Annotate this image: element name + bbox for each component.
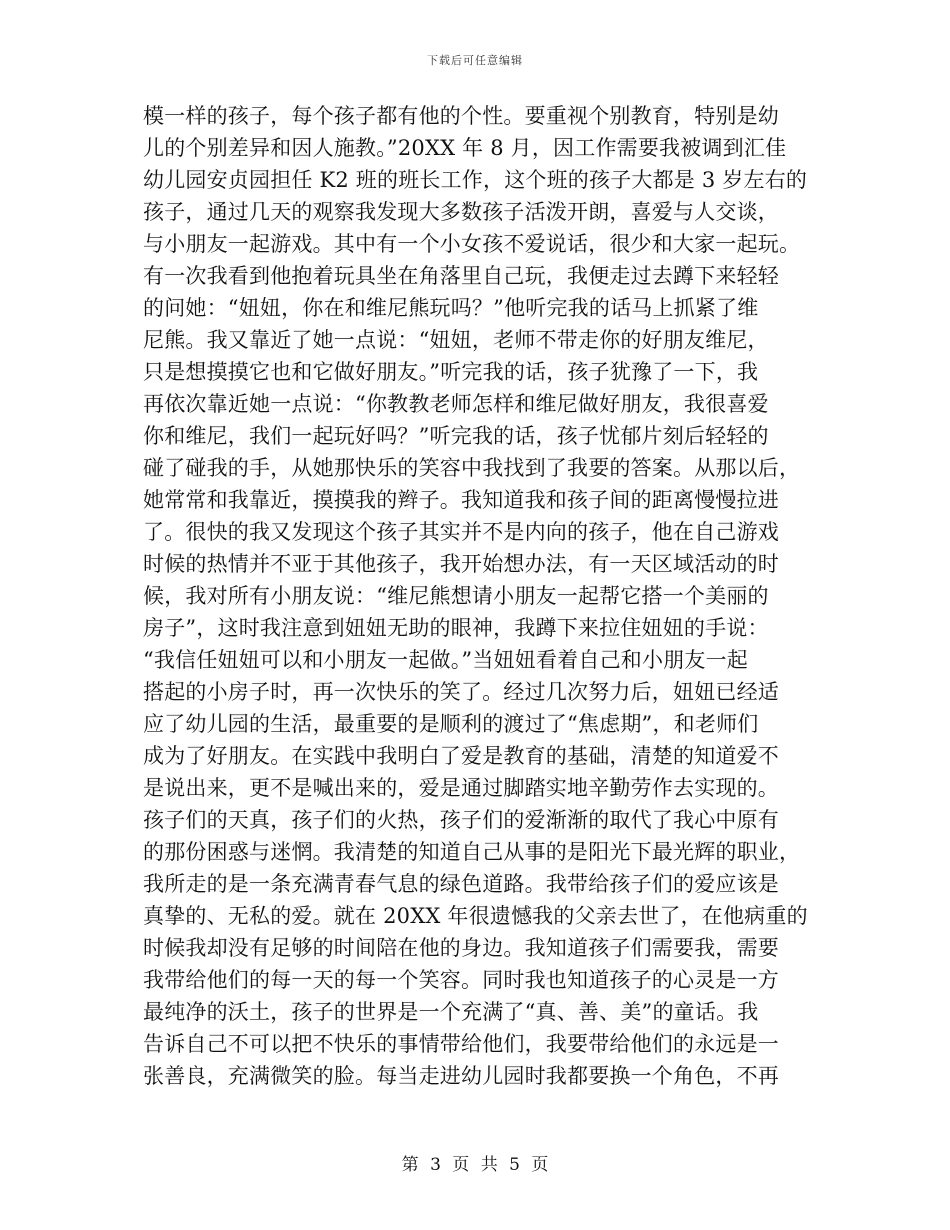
body-text-line: 了。很快的我又发现这个孩子其实并不是内向的孩子，他在自己游戏 [143, 520, 779, 544]
body-text-line: 最纯净的沃土，孩子的世界是一个充满了“真、善、美”的童话。我 [143, 1000, 759, 1024]
body-text-line: 尼熊。我又靠近了她一点说：“妞妞，老师不带走你的好朋友维尼， [143, 328, 769, 352]
body-text-line: 幼儿园安贞园担任 K2 班的班长工作，这个班的孩子大都是 3 岁左右的 [143, 168, 808, 192]
body-text-line: 应了幼儿园的生活，最重要的是顺利的渡过了“焦虑期”，和老师们 [143, 712, 759, 736]
body-text-line: 孩子，通过几天的观察我发现大多数孩子活泼开朗，喜爱与人交谈， [143, 200, 779, 224]
body-text-line: 的问她：“妞妞，你在和维尼熊玩吗？”他听完我的话马上抓紧了维 [143, 296, 759, 320]
body-text-line: “我信任妞妞可以和小朋友一起做。”当妞妞看着自己和小朋友一起 [143, 648, 748, 672]
body-text-line: 时候的热情并不亚于其他孩子，我开始想办法，有一天区域活动的时 [143, 552, 779, 576]
body-text-line: 模一样的孩子，每个孩子都有他的个性。要重视个别教育，特别是幼 [143, 104, 779, 128]
body-text-line: 时候我却没有足够的时间陪在他的身边。我知道孩子们需要我，需要 [143, 936, 779, 960]
body-text-line: 是说出来，更不是喊出来的，爱是通过脚踏实地辛勤劳作去实现的。 [143, 776, 779, 800]
body-text-line: 儿的个别差异和因人施教。”20XX 年 8 月，因工作需要我被调到汇佳 [143, 136, 787, 160]
body-text-line: 她常常和我靠近，摸摸我的辫子。我知道我和孩子间的距离慢慢拉进 [143, 488, 779, 512]
body-text-line: 我带给他们的每一天的每一个笑容。同时我也知道孩子的心灵是一方 [143, 968, 779, 992]
document-body [143, 100, 813, 1092]
body-text-line: 告诉自己不可以把不快乐的事情带给他们，我要带给他们的永远是一 [143, 1032, 779, 1056]
body-text-line: 成为了好朋友。在实践中我明白了爱是教育的基础，清楚的知道爱不 [143, 744, 779, 768]
body-text-line: 孩子们的天真，孩子们的火热，孩子们的爱渐渐的取代了我心中原有 [143, 808, 779, 832]
body-text-line: 只是想摸摸它也和它做好朋友。”听完我的话，孩子犹豫了一下，我 [143, 360, 759, 384]
page-number-footer: 第 3 页 共 5 页 [401, 1155, 549, 1175]
body-text-line: 张善良，充满微笑的脸。每当走进幼儿园时我都要换一个角色，不再 [143, 1064, 779, 1088]
body-text-line: 真挚的、无私的爱。就在 20XX 年很遗憾我的父亲去世了，在他病重的 [143, 904, 808, 928]
body-text-line: 候，我对所有小朋友说：“维尼熊想请小朋友一起帮它搭一个美丽的 [143, 584, 769, 608]
body-text-line: 与小朋友一起游戏。其中有一个小女孩不爱说话，很少和大家一起玩。 [143, 232, 801, 256]
body-text-line: 再依次靠近她一点说：“你教教老师怎样和维尼做好朋友，我很喜爱 [143, 392, 769, 416]
body-text-line: 我所走的是一条充满青春气息的绿色道路。我带给孩子们的爱应该是 [143, 872, 779, 896]
body-text-line: 碰了碰我的手，从她那快乐的笑容中我找到了我要的答案。从那以后， [143, 456, 801, 480]
body-text-line: 搭起的小房子时，再一次快乐的笑了。经过几次努力后，妞妞已经适 [143, 680, 779, 704]
body-text-line: 的那份困惑与迷惘。我清楚的知道自己从事的是阳光下最光辉的职业， [143, 840, 801, 864]
body-text-line: 你和维尼，我们一起玩好吗？”听完我的话，孩子忧郁片刻后轻轻的 [143, 424, 769, 448]
body-text-line: 房子”，这时我注意到妞妞无助的眼神，我蹲下来拉住妞妞的手说： [143, 616, 769, 640]
body-text-line: 有一次我看到他抱着玩具坐在角落里自己玩，我便走过去蹲下来轻轻 [143, 264, 779, 288]
page-header: 下载后可任意编辑 [427, 54, 523, 67]
